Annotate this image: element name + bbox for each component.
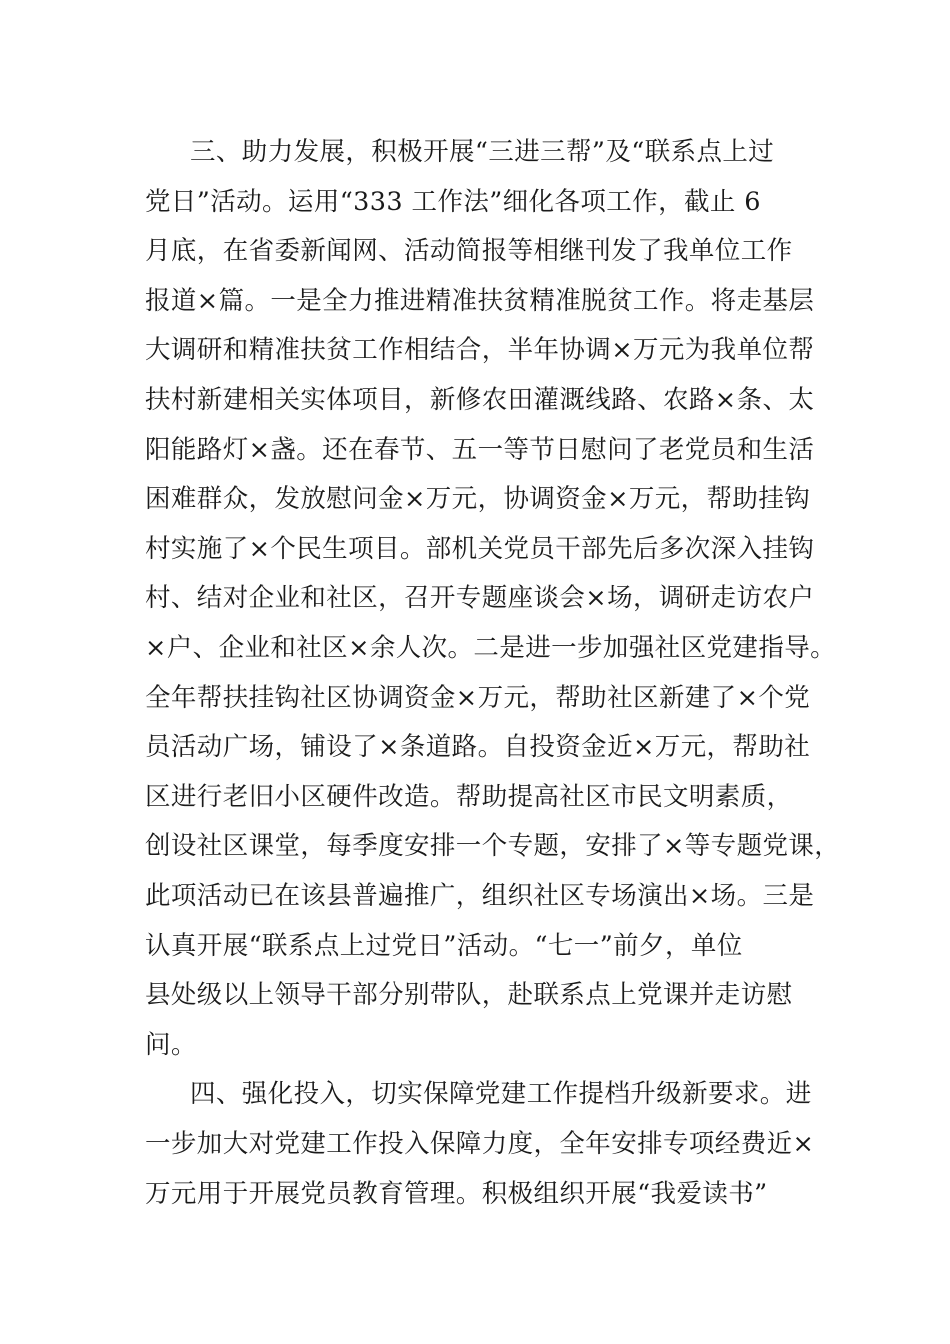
paragraph-1-line-4: 报道×篇。一是全力推进精准扶贫精准脱贫工作。将走基层 <box>145 286 815 316</box>
paragraph-1-line-13: 员活动广场，铺设了×条道路。自投资金近×万元，帮助社 <box>145 732 811 762</box>
paragraph-1-line-19: 问。 <box>145 1030 197 1060</box>
paragraph-1-line-12: 全年帮扶挂钩社区协调资金×万元，帮助社区新建了×个党 <box>145 683 811 713</box>
paragraph-2-line-3: 万元用于开展党员教育管理。积极组织开展“我爱读书” <box>145 1179 768 1209</box>
paragraph-1-line-16: 此项活动已在该县普遍推广，组织社区专场演出×场。三是 <box>145 881 815 911</box>
paragraph-1-line-15: 创设社区课堂，每季度安排一个专题，安排了×等专题党课， <box>145 831 841 861</box>
paragraph-2-line-1: 四、强化投入，切实保障党建工作提档升级新要求。进 <box>190 1079 812 1109</box>
paragraph-1-line-10: 村、结对企业和社区，召开专题座谈会×场，调研走访农户 <box>145 583 815 613</box>
paragraph-1-line-6: 扶村新建相关实体项目，新修农田灌溉线路、农路×条、太 <box>145 385 815 415</box>
paragraph-1-line-14: 区进行老旧小区硬件改造。帮助提高社区市民文明素质， <box>145 782 793 812</box>
paragraph-1-line-5: 大调研和精准扶贫工作相结合，半年协调×万元为我单位帮 <box>145 335 815 365</box>
paragraph-1-line-9: 村实施了×个民生项目。部机关党员干部先后多次深入挂钩 <box>145 534 815 564</box>
paragraph-1-line-2: 党日”活动。运用“333 工作法”细化各项工作，截止 6 <box>145 187 761 217</box>
paragraph-2-line-2: 一步加大对党建工作投入保障力度，全年安排专项经费近× <box>145 1129 815 1159</box>
paragraph-1-line-11: ×户、企业和社区×余人次。二是进一步加强社区党建指导。 <box>145 633 837 663</box>
paragraph-1-line-17: 认真开展“联系点上过党日”活动。“七一”前夕，单位 <box>145 931 743 961</box>
paragraph-1-line-8: 困难群众，发放慰问金×万元，协调资金×万元，帮助挂钩 <box>145 484 811 514</box>
paragraph-1-line-3: 月底，在省委新闻网、活动简报等相继刊发了我单位工作 <box>145 236 793 266</box>
paragraph-1-line-1: 三、助力发展，积极开展“三进三帮”及“联系点上过 <box>190 137 775 167</box>
paragraph-1-line-7: 阳能路灯×盏。还在春节、五一等节日慰问了老党员和生活 <box>145 435 815 465</box>
paragraph-1-line-18: 县处级以上领导干部分别带队，赴联系点上党课并走访慰 <box>145 980 793 1010</box>
